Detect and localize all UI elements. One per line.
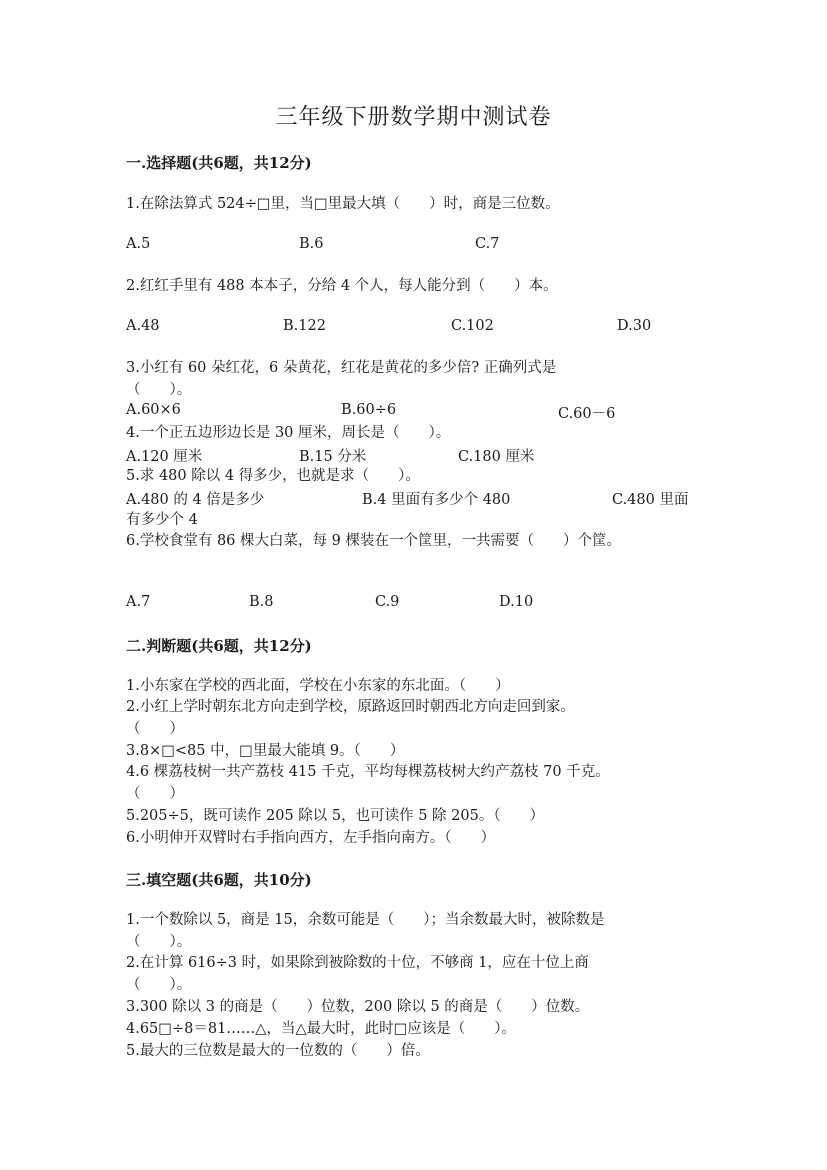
section-heading-judge: 二.判断题(共6题，共12分) [126,637,312,655]
page-title: 三年级下册数学期中测试卷 [275,105,552,130]
question-stem: 4.一个正五边形边长是 30 厘米，周长是（ ）。 [126,425,451,441]
option-b: B.6 [299,236,324,252]
fill-item: 4.65□÷8＝81……△，当△最大时，此时□应该是（ ）。 [126,1021,517,1037]
judge-item: 6.小明伸开双臂时右手指向西方，左手指向南方。（ ） [126,830,496,846]
question-stem: 2.红红手里有 488 本本子，分给 4 个人，每人能分到（ ）本。 [126,278,558,294]
judge-item-continued: （ ） [126,721,184,737]
option-d: D.30 [617,318,652,334]
option-a: A.480 的 4 倍是多少 [126,492,265,508]
question-stem-continued: （ ）。 [126,382,192,398]
option-b: B.4 里面有多少个 480 [362,492,511,508]
option-b: B.15 分米 [299,449,367,465]
option-a: A.120 厘米 [126,449,203,465]
judge-item: 5.205÷5，既可读作 205 除以 5，也可读作 5 除 205。（ ） [126,808,545,824]
fill-item: 1.一个数除以 5，商是 15，余数可能是（ ）；当余数最大时，被除数是 [126,912,605,928]
option-c: C.480 里面 [612,492,689,508]
judge-item: 3.8×□<85 中，□里最大能填 9。（ ） [126,743,405,759]
option-c: C.9 [375,594,400,610]
section-heading-fill: 三.填空题(共6题，共10分) [126,871,312,889]
option-c: C.60－6 [558,406,616,422]
fill-item: 2.在计算 616÷3 时，如果除到被除数的十位，不够商 1，应在十位上商 [126,955,589,971]
option-a: A.60×6 [126,402,181,418]
option-d: D.10 [499,594,534,610]
option-b: B.122 [283,318,326,334]
option-c: C.7 [475,236,500,252]
question-stem: 6.学校食堂有 86 棵大白菜，每 9 棵装在一个筐里，一共需要（ ）个筐。 [126,533,621,549]
question-stem: 3.小红有 60 朵红花，6 朵黄花，红花是黄花的多少倍? 正确列式是 [126,360,557,376]
option-b: B.60÷6 [341,402,397,418]
option-c: C.102 [451,318,494,334]
question-stem: 5.求 480 除以 4 得多少，也就是求（ ）。 [126,468,420,484]
judge-item: 2.小红上学时朝东北方向走到学校，原路返回时朝西北方向走回到家。 [126,699,575,715]
fill-item: 5.最大的三位数是最大的一位数的（ ）倍。 [126,1043,430,1059]
judge-item: 1.小东家在学校的西北面，学校在小东家的东北面。（ ） [126,678,510,694]
option-b: B.8 [249,594,274,610]
option-a: A.5 [126,236,151,252]
option-c: C.180 厘米 [458,449,535,465]
section-heading-choice: 一.选择题(共6题，共12分) [126,154,312,172]
option-a: A.48 [126,318,160,334]
fill-item-continued: （ ）。 [126,977,192,993]
option-c-continued: 有多少个 4 [126,512,198,528]
judge-item: 4.6 棵荔枝树一共产荔枝 415 千克，平均每棵荔枝树大约产荔枝 70 千克。 [126,764,610,780]
option-a: A.7 [126,594,151,610]
judge-item-continued: （ ） [126,786,184,802]
fill-item: 3.300 除以 3 的商是（ ）位数，200 除以 5 的商是（ ）位数。 [126,999,590,1015]
fill-item-continued: （ ）。 [126,934,192,950]
question-stem: 1.在除法算式 524÷□里，当□里最大填（ ）时，商是三位数。 [126,196,560,212]
